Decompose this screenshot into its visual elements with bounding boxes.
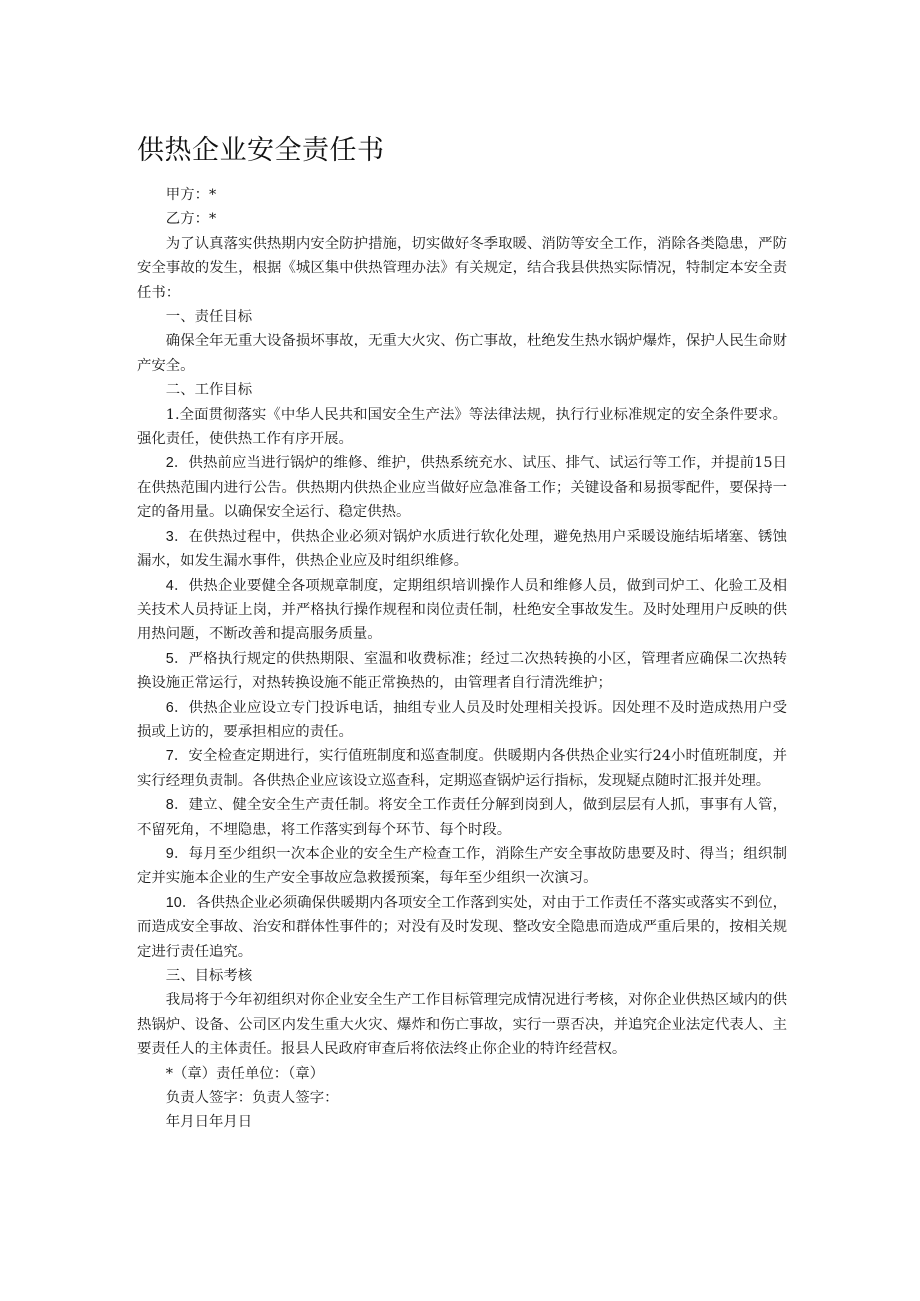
work-goal-item <box>137 842 787 891</box>
document-body <box>137 183 787 1135</box>
item-text: ．严格执行规定的供热期限、室温和收费标准；经过二次热转换的小区，管理者应确保二次热转换设施正常运行，对热转换设施不能正常换热的，由管理者自行清洗维护； <box>137 650 787 692</box>
work-goal-item <box>137 525 787 574</box>
work-goal-item <box>137 793 787 842</box>
section-heading-responsibility-goal: 一、责任目标 <box>165 309 253 326</box>
work-goal-item <box>137 451 787 524</box>
work-goal-item <box>137 403 787 452</box>
party-b: 乙方：* <box>165 211 217 228</box>
item-number: 8 <box>165 797 174 814</box>
item-text: ．建立、健全安全生产责任制。将安全工作责任分解到岗到人，做到层层有人抓，事事有人管，不留死角，不埋隐患，将工作落实到每个环节、每个时段。 <box>137 797 787 838</box>
section-heading-goal-assessment: 三、目标考核 <box>165 968 253 984</box>
item-text: ．每月至少组织一次本企业的安全生产检查工作，消除生产安全事故防患要及时、得当；组织制定并实施本企业的生产安全事故应急救援预案，每年至少组织一次演习。 <box>137 845 787 887</box>
work-goal-item <box>137 744 787 793</box>
date-line: 年月日年月日 <box>165 1114 253 1131</box>
item-number: 5 <box>165 650 174 667</box>
item-number: 3 <box>165 528 174 545</box>
work-goal-item <box>137 696 787 745</box>
item-text: 全面贯彻落实《中华人民共和国安全生产法》等法律法规，执行行业标准规定的安全条件要求。强化责任，使供热工作有序开展。 <box>137 406 787 448</box>
work-goal-item <box>137 647 787 696</box>
item-number: 9 <box>165 845 174 862</box>
item-text: ．在供热过程中，供热企业必须对锅炉水质进行软化处理，避免热用户采暖设施结垢堵塞、锈蚀漏水，如发生漏水事件，供热企业应及时组织维修。 <box>137 528 787 570</box>
item-text: ．供热企业应设立专门投诉电话，抽组专业人员及时处理相关投诉。因处理不及时造成热用户受损或上访的，要承担相应的责任。 <box>137 699 787 740</box>
item-number: 7 <box>165 748 174 765</box>
item-text: ．安全检查定期进行，实行值班制度和巡查制度。供暖期内各供热企业实行24小时值班制度，并实行经理负责制。各供热企业应该设立巡查科，定期巡查锅炉运行指标，发现疑点随时汇报并处理。 <box>137 748 787 789</box>
work-goal-item <box>137 891 787 964</box>
section-heading-work-goal: 二、工作目标 <box>165 382 253 399</box>
item-number: 10 <box>165 894 182 911</box>
party-a: 甲方：* <box>165 187 217 203</box>
item-number: 4 <box>165 577 174 594</box>
item-text: ．供热前应当进行锅炉的维修、维护，供热系统充水、试压、排气、试运行等工作，并提前15日在供热范围内进行公告。供热期内供热企业应当做好应急准备工作；关键设备和易损零配件，要保持一定的备用量。以确保安全运行、稳定供热。 <box>137 455 787 521</box>
signature-line: 负责人签字：负责人签字： <box>165 1090 339 1107</box>
item-text: ．供热企业要健全各项规章制度，定期组织培训操作人员和维修人员，做到司炉工、化验工及相关技术人员持证上岗，并严格执行操作规程和岗位责任制，杜绝安全事故发生。及时处理用户反映的供用热问题，不断改善和提高服务质量。 <box>137 577 787 643</box>
section-responsibility-goal-text: 确保全年无重大设备损坏事故，无重大火灾、伤亡事故，杜绝发生热水锅炉爆炸，保护人民生命财产安全。 <box>137 333 787 374</box>
item-number: 2 <box>165 455 174 472</box>
work-goal-item <box>137 574 787 647</box>
document-title: 供热企业安全责任书 <box>137 135 385 166</box>
section-goal-assessment-text: 我局将于今年初组织对你企业安全生产工作目标管理完成情况进行考核，对你企业供热区域内的供热锅炉、设备、公司区内发生重大火灾、爆炸和伤亡事故，实行一票否决，并追究企业法定代表人、主要责任人的主体责任。报县人民政府审查后将依法终止你企业的特许经营权。 <box>137 992 787 1058</box>
item-text: ．各供热企业必须确保供暖期内各项安全工作落到实处，对由于工作责任不落实或落实不到位，而造成安全事故、治安和群体性事件的；对没有及时发现、整改安全隐患而造成严重后果的，按相关规定进行责任追究。 <box>137 894 787 960</box>
seal-line: *（章）责任单位：（章） <box>165 1065 325 1082</box>
item-number: 6 <box>165 699 174 716</box>
intro-paragraph: 为了认真落实供热期内安全防护措施，切实做好冬季取暖、消防等安全工作，消除各类隐患，严防安全事故的发生，根据《城区集中供热管理办法》有关规定，结合我县供热实际情况，特制定本安全责任书： <box>137 235 787 301</box>
item-number: 1. <box>165 406 180 423</box>
